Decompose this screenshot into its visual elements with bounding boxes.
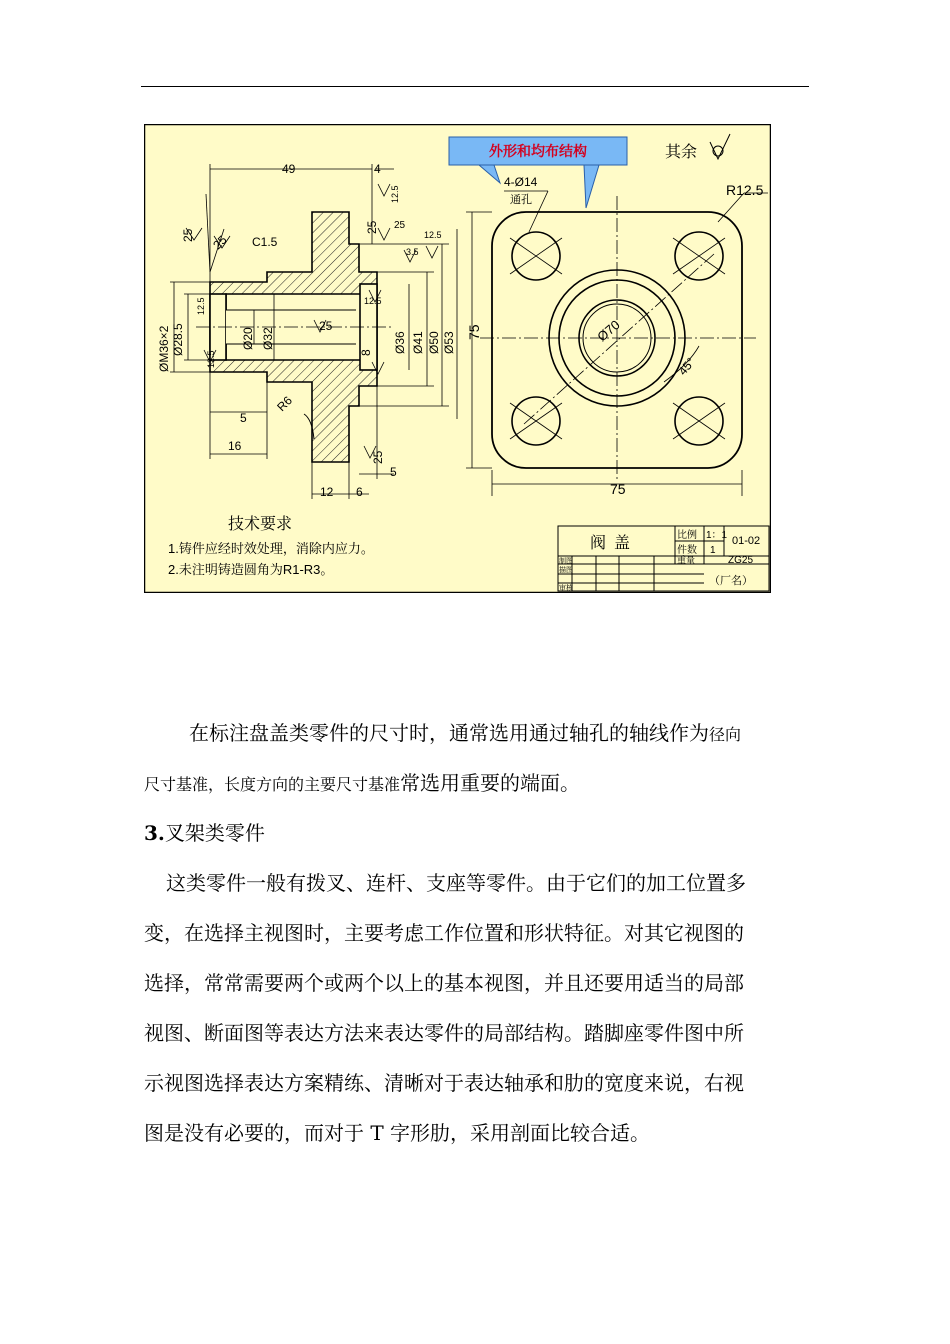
svg-text:Ø53: Ø53 <box>442 331 456 354</box>
paragraph-2-line-5: 示视图选择表达方案精练、清晰对于表达轴承和肋的宽度来说，右视 <box>144 1071 744 1095</box>
svg-text:75: 75 <box>610 481 626 497</box>
svg-text:4-Ø14: 4-Ø14 <box>504 175 538 189</box>
svg-text:ØM36×2: ØM36×2 <box>157 325 171 372</box>
svg-text:通孔: 通孔 <box>510 194 532 206</box>
svg-text:12.5: 12.5 <box>206 350 216 368</box>
svg-text:4: 4 <box>374 162 381 176</box>
svg-text:制图: 制图 <box>559 558 573 565</box>
paragraph-1-line-2: 尺寸基准，长度方向的主要尺寸基准常选用重要的端面。 <box>144 771 581 795</box>
svg-text:Ø32: Ø32 <box>261 327 275 350</box>
svg-text:审核: 审核 <box>559 585 573 592</box>
tech-line-2: 2.未注明铸造圆角为R1-R3。 <box>168 562 334 577</box>
svg-text:Ø20: Ø20 <box>241 327 255 350</box>
svg-text:45°: 45° <box>675 355 698 378</box>
svg-text:25: 25 <box>365 220 379 234</box>
svg-text:ZG25: ZG25 <box>728 555 754 566</box>
svg-text:3.5: 3.5 <box>406 247 419 257</box>
svg-text:1: 1 <box>710 545 716 556</box>
paragraph-2-line-4: 视图、断面图等表达方法来表达零件的局部结构。踏脚座零件图中所 <box>144 1021 744 1045</box>
header-rule <box>141 86 809 87</box>
svg-text:75: 75 <box>466 324 482 340</box>
svg-text:阀盖: 阀盖 <box>590 535 639 552</box>
paragraph-2-line-2: 变，在选择主视图时，主要考虑工作位置和形状特征。对其它视图的 <box>144 921 744 945</box>
paragraph-2-line-6: 图是没有必要的，而对于 T 字形肋，采用剖面比较合适。 <box>144 1121 651 1145</box>
svg-text:16: 16 <box>228 439 242 453</box>
svg-text:25: 25 <box>394 220 406 231</box>
svg-text:Ø70: Ø70 <box>594 317 623 345</box>
svg-text:C1.5: C1.5 <box>252 235 278 249</box>
section-heading: 3.叉架类零件 <box>144 821 265 845</box>
svg-text:25: 25 <box>210 232 230 253</box>
svg-text:01-02: 01-02 <box>732 535 761 547</box>
svg-text:R12.5: R12.5 <box>726 182 764 198</box>
svg-text:12.5: 12.5 <box>390 185 400 203</box>
svg-text:8: 8 <box>359 349 373 356</box>
svg-text:Ø50: Ø50 <box>427 331 441 354</box>
engineering-drawing <box>144 124 771 593</box>
paragraph-1-line-1: 在标注盘盖类零件的尺寸时，通常选用通过轴孔的轴线作为径向 <box>189 721 742 745</box>
paragraph-2-line-1: 这类零件一般有拨叉、连杆、支座等零件。由于它们的加工位置多 <box>166 871 746 895</box>
svg-text:12.5: 12.5 <box>424 230 442 240</box>
tech-title: 技术要求 <box>228 516 293 533</box>
svg-text:12.5: 12.5 <box>196 297 206 315</box>
svg-text:1：1: 1：1 <box>706 530 728 541</box>
svg-text:件数: 件数 <box>677 545 697 556</box>
svg-text:12.5: 12.5 <box>364 296 382 306</box>
svg-text:描图: 描图 <box>559 567 573 574</box>
svg-text:Ø36: Ø36 <box>393 331 407 354</box>
roughness-other-label: 其余 <box>665 144 698 161</box>
paragraph-2-line-3: 选择，常常需要两个或两个以上的基本视图，并且还要用适当的局部 <box>144 971 744 995</box>
svg-text:（厂名）: （厂名） <box>709 575 753 587</box>
svg-text:12: 12 <box>320 485 334 499</box>
callout-text: 外形和均布结构 <box>489 143 587 159</box>
svg-text:Ø28.5: Ø28.5 <box>171 323 185 356</box>
svg-text:比例: 比例 <box>677 530 697 541</box>
svg-text:25: 25 <box>371 450 385 464</box>
svg-text:6: 6 <box>356 485 363 499</box>
svg-text:25: 25 <box>319 319 333 333</box>
svg-text:5: 5 <box>240 411 247 425</box>
svg-text:R6: R6 <box>274 393 295 415</box>
svg-text:重量: 重量 <box>677 555 696 565</box>
svg-text:49: 49 <box>282 162 296 176</box>
svg-text:5: 5 <box>390 465 397 479</box>
svg-text:25: 25 <box>181 228 195 242</box>
svg-text:Ø41: Ø41 <box>411 331 425 354</box>
tech-line-1: 1.铸件应经时效处理，消除内应力。 <box>168 541 374 556</box>
